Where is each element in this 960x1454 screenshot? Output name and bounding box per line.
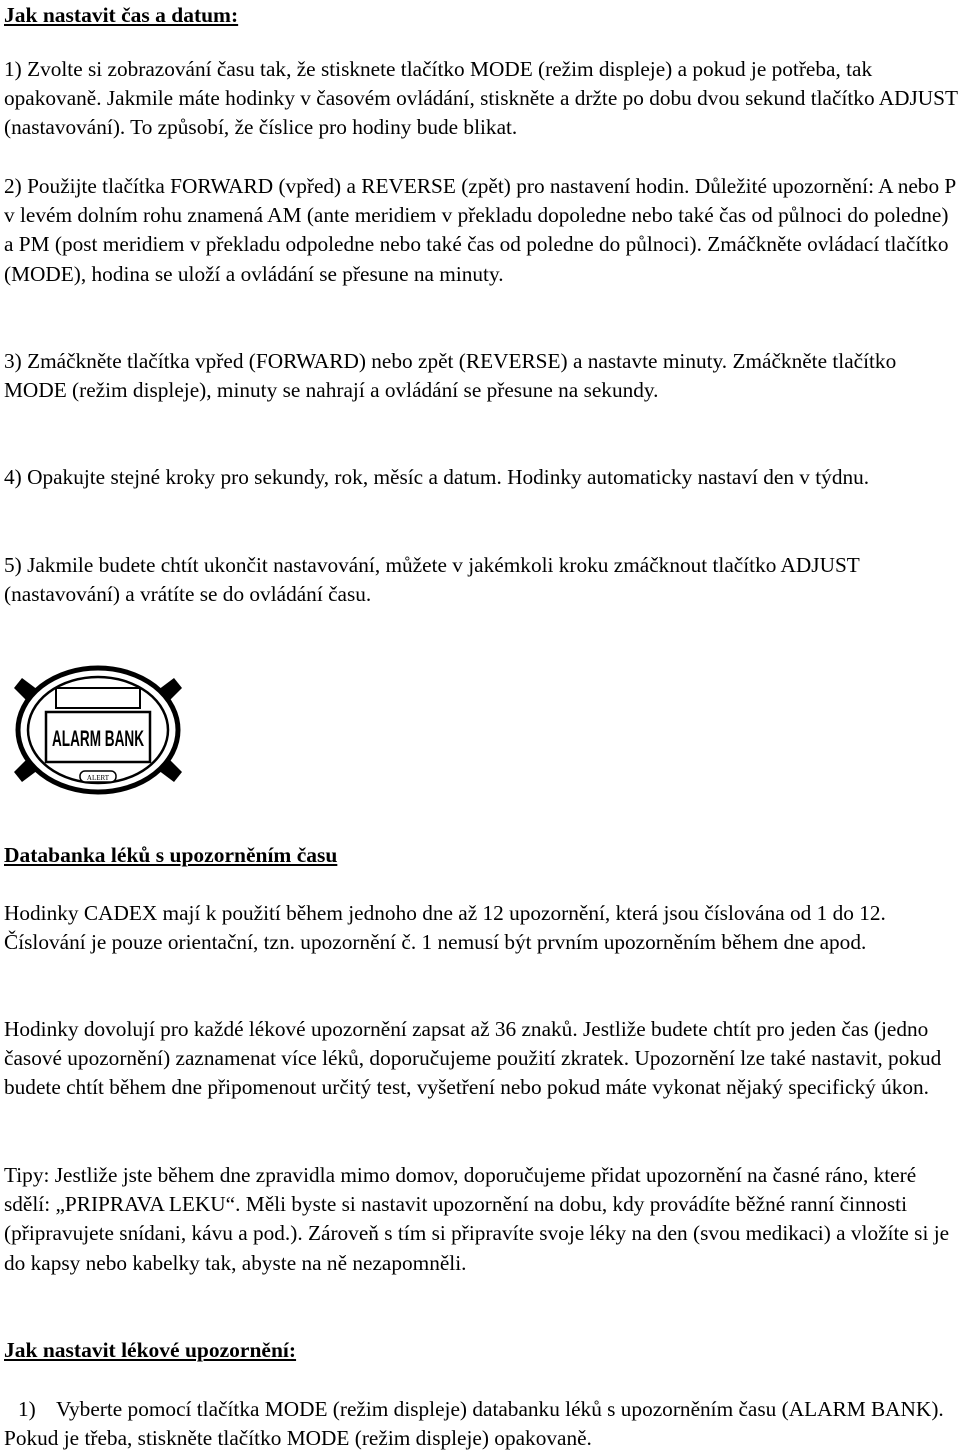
watch-alert-label: ALERT	[86, 774, 110, 782]
heading-set-time-date: Jak nastavit čas a datum:	[4, 3, 239, 27]
list-item-text: Vyberte pomocí tlačítka MODE (režim displeje) databanku léků s upozorněním času (ALARM BANK). Pokud je třeba, stiskněte tlačítko MODE (režim displeje) opakovaně.	[4, 1397, 944, 1451]
databank-paragraph-1: Hodinky CADEX mají k použití během jednoho dne až 12 upozornění, která jsou číslována od 1 do 12. Číslování je pouze orientační, tzn. upozornění č. 1 nemusí být prvním upozorněním během dne apod.	[4, 901, 886, 955]
step-2-paragraph: 2) Použijte tlačítka FORWARD (vpřed) a REVERSE (zpět) pro nastavení hodin. Důležité upozornění: A nebo P v levém dolním rohu znamená AM (ante meridiem v překladu dopoledne nebo také čas od půlnoci do poledne) a PM (post meridiem v překladu odpoledne nebo také čas od poledne do půlnoci). Zmáčkněte ovládací tlačítko (MODE), hodina se uloží a ovládání se přesune na minuty.	[4, 174, 956, 286]
heading-set-medicine-alert: Jak nastavit lékové upozornění:	[4, 1338, 297, 1362]
databank-paragraph-2: Hodinky dovolují pro každé lékové upozornění zapsat až 36 znaků. Jestliže budete chtít pro jeden čas (jedno časové upozornění) zaznamenat více léků, doporučujeme použití zkratek. Upozornění lze také nastavit, pokud budete chtít během dne připomenout určitý test, vyšetření nebo pokud máte vykonat nějaký specifický úkon.	[4, 1017, 942, 1100]
step-1-paragraph: 1) Zvolte si zobrazování času tak, že stisknete tlačítko MODE (režim displeje) a pokud je potřeba, tak opakovaně. Jakmile máte hodinky v časovém ovládání, stiskněte a držte po dobu dvou sekund tlačítko ADJUST (nastavování). To způsobí, že číslice pro hodiny bude blikat.	[4, 57, 958, 140]
list-item-number: 1)	[18, 1397, 36, 1421]
watch-top-display	[56, 688, 140, 708]
step-4-paragraph: 4) Opakujte stejné kroky pro sekundy, rok, měsíc a datum. Hodinky automaticky nastaví den v týdnu.	[4, 465, 870, 489]
heading-medicine-databank: Databanka léků s upozorněním času	[4, 843, 338, 867]
watch-display-text: ALARM BANK	[52, 726, 145, 751]
tips-paragraph: Tipy: Jestliže jste během dne zpravidla mimo domov, doporučujeme přidat upozornění na časné ráno, které sdělí: „PRIPRAVA LEKU“. Měli byste si nastavit upozornění na dobu, kdy provádíte běžné ranní činnosti (připravujete snídani, kávu a pod.). Zároveň s tím si připravíte svoje léky na den (svou medikaci) a vložíte si je do kapsy nebo kabelky tak, abyste na ně nezapomněli.	[4, 1163, 950, 1275]
list-item	[4, 1395, 958, 1453]
step-5-paragraph: 5) Jakmile budete chtít ukončit nastavování, můžete v jakémkoli kroku zmáčknout tlačítko ADJUST (nastavování) a vrátíte se do ovládání času.	[4, 553, 860, 607]
step-3-paragraph: 3) Zmáčkněte tlačítka vpřed (FORWARD) nebo zpět (REVERSE) a nastavte minuty. Zmáčkněte tlačítko MODE (režim displeje), minuty se nahrají a ovládání se přesune na sekundy.	[4, 349, 897, 403]
watch-display-illustration	[8, 660, 188, 800]
